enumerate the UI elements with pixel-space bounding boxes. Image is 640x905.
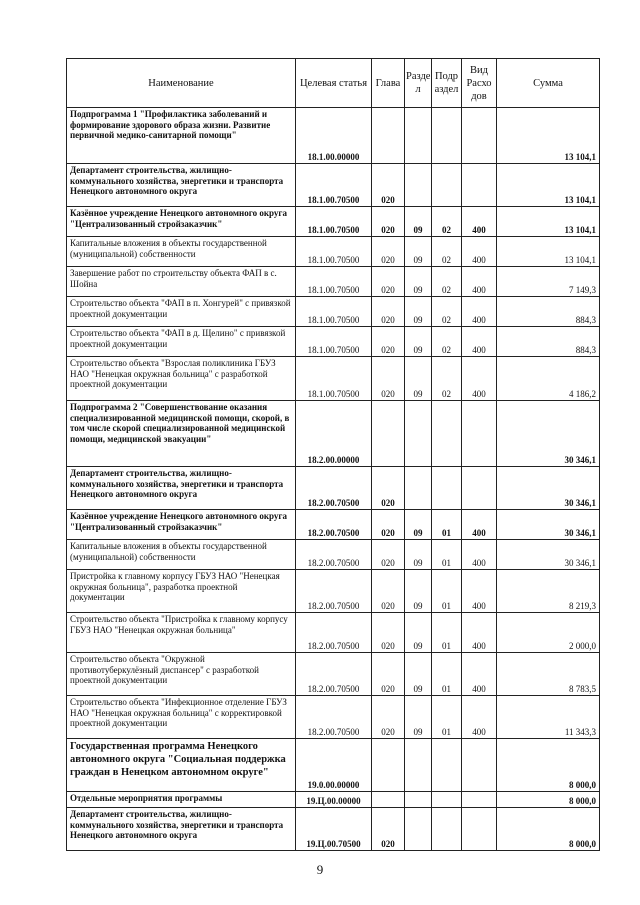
row-name: Пристройка к главному корпусу ГБУЗ НАО "Ненецкая окружная больница", разработка проектной документации [67, 570, 296, 613]
row-chapter: 020 [372, 808, 405, 851]
row-expense-type [462, 792, 497, 808]
row-chapter: 020 [372, 570, 405, 613]
row-name: Строительство объекта "Взрослая поликлиника ГБУЗ НАО "Ненецкая окружная больница" с разработкой проектной документации [67, 357, 296, 401]
row-expense-type [462, 467, 497, 510]
page-number: 9 [316, 862, 324, 877]
table-row [67, 467, 600, 510]
row-code: 18.1.00.70500 [296, 267, 372, 297]
row-expense-type: 400 [462, 540, 497, 570]
row-name: Отдельные мероприятия программы [67, 792, 296, 808]
row-chapter: 020 [372, 164, 405, 207]
row-subsection: 01 [432, 696, 462, 739]
row-name: Казённое учреждение Ненецкого автономного округа "Централизованный стройзаказчик" [67, 207, 296, 237]
row-chapter: 020 [372, 653, 405, 696]
row-subsection [432, 108, 462, 164]
row-subsection: 02 [432, 297, 462, 327]
row-chapter: 020 [372, 237, 405, 267]
row-code: 19.0.00.00000 [296, 739, 372, 792]
row-chapter [372, 792, 405, 808]
table-row [67, 207, 600, 237]
table-row [67, 570, 600, 613]
row-code: 18.1.00.70500 [296, 237, 372, 267]
table-row [67, 510, 600, 540]
header-section: Разде л [405, 59, 432, 108]
row-sum: 884,3 [497, 327, 600, 357]
row-expense-type [462, 164, 497, 207]
table-row [67, 237, 600, 267]
row-chapter: 020 [372, 613, 405, 653]
row-subsection [432, 792, 462, 808]
row-section [405, 108, 432, 164]
row-section: 09 [405, 570, 432, 613]
row-expense-type [462, 401, 497, 467]
row-expense-type [462, 808, 497, 851]
row-section: 09 [405, 510, 432, 540]
table-row [67, 401, 600, 467]
row-subsection [432, 401, 462, 467]
row-chapter: 020 [372, 357, 405, 401]
table-row [67, 739, 600, 792]
row-section [405, 401, 432, 467]
header-subsection: Подр аздел [432, 59, 462, 108]
row-name: Капитальные вложения в объекты государственной (муниципальной) собственности [67, 237, 296, 267]
row-subsection: 02 [432, 327, 462, 357]
row-sum: 13 104,1 [497, 108, 600, 164]
row-name: Строительство объекта "Пристройка к главному корпусу ГБУЗ НАО "Ненецкая окружная больница" [67, 613, 296, 653]
table-row [67, 792, 600, 808]
table-row [67, 267, 600, 297]
row-section: 09 [405, 267, 432, 297]
table-row [67, 164, 600, 207]
row-name: Строительство объекта "ФАП в п. Хонгурей" с привязкой проектной документации [67, 297, 296, 327]
budget-table [66, 58, 600, 851]
row-expense-type: 400 [462, 297, 497, 327]
row-code: 18.2.00.70500 [296, 467, 372, 510]
row-sum: 30 346,1 [497, 540, 600, 570]
header-chapter: Глава [372, 59, 405, 108]
table-row [67, 297, 600, 327]
row-expense-type: 400 [462, 613, 497, 653]
row-chapter [372, 108, 405, 164]
row-sum: 13 104,1 [497, 207, 600, 237]
row-sum: 2 000,0 [497, 613, 600, 653]
row-sum: 30 346,1 [497, 510, 600, 540]
row-section: 09 [405, 613, 432, 653]
row-expense-type: 400 [462, 510, 497, 540]
row-sum: 8 000,0 [497, 739, 600, 792]
row-expense-type [462, 739, 497, 792]
row-name: Строительство объекта "ФАП в д. Щелино" с привязкой проектной документации [67, 327, 296, 357]
row-name: Департамент строительства, жилищно-коммунального хозяйства, энергетики и транспорта Ненецкого автономного округа [67, 467, 296, 510]
row-code: 18.1.00.70500 [296, 357, 372, 401]
table-row [67, 327, 600, 357]
row-code: 18.1.00.70500 [296, 164, 372, 207]
row-chapter: 020 [372, 696, 405, 739]
row-code: 18.2.00.70500 [296, 510, 372, 540]
row-chapter: 020 [372, 510, 405, 540]
row-code: 18.1.00.70500 [296, 297, 372, 327]
row-code: 18.2.00.70500 [296, 696, 372, 739]
row-expense-type: 400 [462, 570, 497, 613]
row-expense-type: 400 [462, 653, 497, 696]
row-section: 09 [405, 207, 432, 237]
row-sum: 7 149,3 [497, 267, 600, 297]
table-row [67, 808, 600, 851]
row-code: 18.2.00.70500 [296, 613, 372, 653]
row-name: Строительство объекта "Инфекционное отделение ГБУЗ НАО "Ненецкая окружная больница" с корректировкой проектной документации [67, 696, 296, 739]
row-code: 18.1.00.70500 [296, 207, 372, 237]
row-sum: 13 104,1 [497, 164, 600, 207]
row-chapter: 020 [372, 540, 405, 570]
row-section: 09 [405, 297, 432, 327]
row-subsection [432, 808, 462, 851]
row-chapter: 020 [372, 267, 405, 297]
row-sum: 11 343,3 [497, 696, 600, 739]
row-code: 18.2.00.70500 [296, 570, 372, 613]
row-code: 18.2.00.70500 [296, 653, 372, 696]
header-code: Целевая статья [296, 59, 372, 108]
row-section [405, 739, 432, 792]
header-expense-type: Вид Расхо дов [462, 59, 497, 108]
row-sum: 4 186,2 [497, 357, 600, 401]
row-name: Капитальные вложения в объекты государственной (муниципальной) собственности [67, 540, 296, 570]
row-section: 09 [405, 237, 432, 267]
table-row [67, 653, 600, 696]
row-subsection: 01 [432, 540, 462, 570]
row-code: 18.2.00.00000 [296, 401, 372, 467]
row-subsection: 02 [432, 237, 462, 267]
row-subsection: 02 [432, 207, 462, 237]
row-section: 09 [405, 653, 432, 696]
row-subsection: 02 [432, 357, 462, 401]
row-subsection: 01 [432, 570, 462, 613]
row-chapter: 020 [372, 297, 405, 327]
row-section [405, 792, 432, 808]
row-subsection [432, 164, 462, 207]
row-section [405, 164, 432, 207]
row-sum: 8 000,0 [497, 808, 600, 851]
header-name: Наименование [67, 59, 296, 108]
row-code: 18.1.00.00000 [296, 108, 372, 164]
row-expense-type: 400 [462, 237, 497, 267]
table-row [67, 357, 600, 401]
row-chapter: 020 [372, 467, 405, 510]
row-subsection [432, 467, 462, 510]
row-name: Строительство объекта "Окружной противотуберкулёзный диспансер" с разработкой проектной документации [67, 653, 296, 696]
row-code: 19.Ц.00.00000 [296, 792, 372, 808]
row-name: Завершение работ по строительству объекта ФАП в с. Шойна [67, 267, 296, 297]
row-chapter: 020 [372, 207, 405, 237]
row-section [405, 467, 432, 510]
row-section: 09 [405, 540, 432, 570]
row-chapter [372, 739, 405, 792]
row-expense-type: 400 [462, 357, 497, 401]
row-subsection: 02 [432, 267, 462, 297]
row-code: 18.1.00.70500 [296, 327, 372, 357]
row-name: Департамент строительства, жилищно-коммунального хозяйства, энергетики и транспорта Ненецкого автономного округа [67, 808, 296, 851]
row-name: Подпрограмма 2 "Совершенствование оказания специализированной медицинской помощи, скорой, в том числе скорой специализированной медицинской помощи, медицинской эвакуации" [67, 401, 296, 467]
row-section: 09 [405, 357, 432, 401]
table-row [67, 108, 600, 164]
row-chapter [372, 401, 405, 467]
row-sum: 30 346,1 [497, 467, 600, 510]
row-name: Подпрограмма 1 "Профилактика заболеваний и формирование здорового образа жизни. Развитие первичной медико-санитарной помощи" [67, 108, 296, 164]
table-header-row [67, 59, 600, 108]
row-name: Казённое учреждение Ненецкого автономного округа "Централизованный стройзаказчик" [67, 510, 296, 540]
row-expense-type: 400 [462, 327, 497, 357]
row-sum: 8 783,5 [497, 653, 600, 696]
row-name: Государственная программа Ненецкого автономного округа "Социальная поддержка граждан в Ненецком автономном округе" [67, 739, 296, 792]
row-sum: 8 000,0 [497, 792, 600, 808]
header-sum: Сумма [497, 59, 600, 108]
row-expense-type: 400 [462, 696, 497, 739]
table-row [67, 613, 600, 653]
row-expense-type [462, 108, 497, 164]
row-sum: 884,3 [497, 297, 600, 327]
row-subsection: 01 [432, 510, 462, 540]
row-expense-type: 400 [462, 267, 497, 297]
row-sum: 13 104,1 [497, 237, 600, 267]
row-subsection: 01 [432, 653, 462, 696]
row-sum: 8 219,3 [497, 570, 600, 613]
row-sum: 30 346,1 [497, 401, 600, 467]
row-chapter: 020 [372, 327, 405, 357]
table-row [67, 696, 600, 739]
row-code: 19.Ц.00.70500 [296, 808, 372, 851]
row-section [405, 808, 432, 851]
row-name: Департамент строительства, жилищно-коммунального хозяйства, энергетики и транспорта Ненецкого автономного округа [67, 164, 296, 207]
row-expense-type: 400 [462, 207, 497, 237]
row-section: 09 [405, 327, 432, 357]
row-subsection [432, 739, 462, 792]
row-subsection: 01 [432, 613, 462, 653]
row-code: 18.2.00.70500 [296, 540, 372, 570]
row-section: 09 [405, 696, 432, 739]
table-row [67, 540, 600, 570]
